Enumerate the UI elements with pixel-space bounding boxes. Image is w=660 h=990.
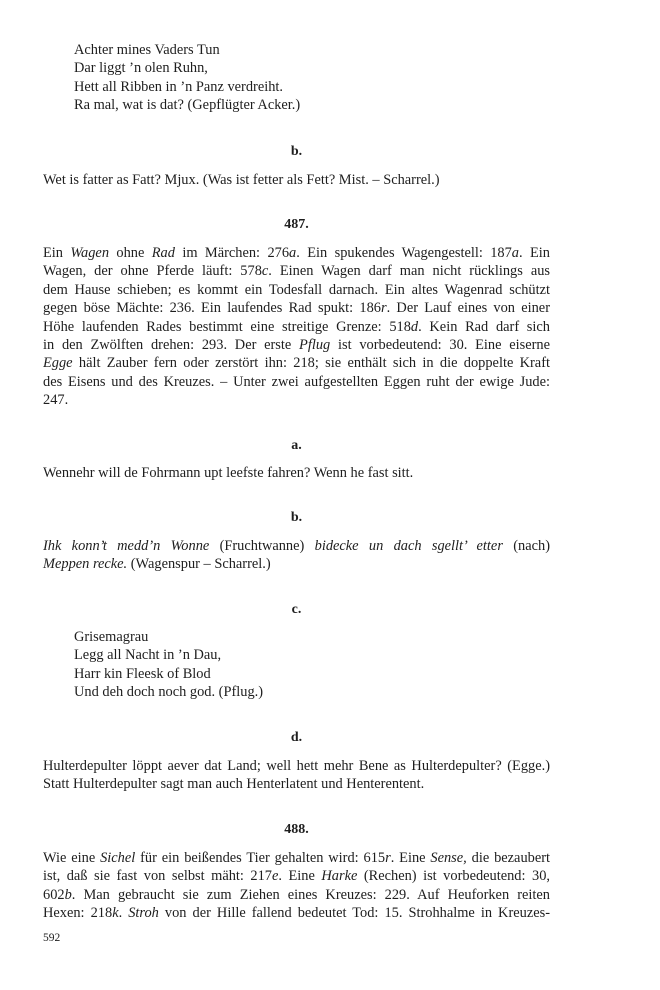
page-number: 592 [43,932,61,944]
verse-line: Grisemagrau [74,629,149,645]
italic-term: Sichel [100,850,136,866]
text-line: ist, daß sie fast von selbst mäht: 217e. Eine Harke (Rechen) ist vorbedeutend: 30, [43,868,550,885]
riddle-b2-line1: Ihk konn’t medd’n Wonne (Fruchtwanne) bidecke un dach sgellt’ etter (nach) [43,538,550,554]
verse-line: Ra mal, wat is dat? (Gepflügter Acker.) [74,97,301,114]
italic-term: r [380,300,387,317]
entry-487-paragraph [43,244,550,410]
italic-term: a [511,245,519,261]
italic-term: Harke [321,868,358,885]
entry-487-last-line: 247. [43,392,69,409]
entry-488-lines [43,849,550,923]
text-line: in den Zwölften drehen: 293. Der erste Pflug ist vorbedeutend: 30. Eine eiserne [43,336,550,353]
italic-term: c [261,263,269,280]
section-heading-d: d. [290,730,303,745]
italic-term: a [289,245,297,261]
verse-line: Achter mines Vaders Tun [74,42,220,58]
riddle-c-verse [74,628,263,702]
italic-term: b [64,886,72,903]
entry-number-488: 488. [284,822,309,837]
italic-term: Pflug [299,336,331,353]
italic-term: Meppen recke. [43,556,128,573]
riddle-d-line2: Statt Hulterdepulter sagt man auch Henterlatent und Henterentent. [43,776,425,793]
verse-line: Dar liggt ’n olen Ruhn, [74,60,208,77]
riddle-d-text [43,757,550,794]
text-line: dem Hause schieben; es kommt ein Todesfall darnach. Ein altes Wagenrad schützt [43,281,550,298]
verse-line: Harr kin Fleesk of Blod [74,665,211,682]
text-line: 602b. Man gebraucht sie zum Ziehen eines Kreuzes: 229. Auf Heuforken reiten [43,886,550,903]
verse-line: Und deh doch noch god. (Pflug.) [74,684,264,701]
verse-line: Legg all Nacht in ’n Dau, [74,647,222,664]
italic-term: Wagen [70,245,110,261]
italic-term: Sense, [430,850,467,866]
text-line: Hexen: 218k. Stroh von der Hille fallend bedeutet Tod: 15. Strohhalme in Kreuzes- [43,905,550,922]
verse-line: Hett all Ribben in ’n Panz verdreiht. [74,78,284,95]
italic-term: Egge [43,355,73,372]
entry-488-paragraph [43,849,550,923]
text-line: Wie eine Sichel für ein beißendes Tier gehalten wird: 615r. Eine Sense, die bezaubert [43,850,550,866]
text-line: Ein Wagen ohne Rad im Märchen: 276a. Ein spukendes Wagengestell: 187a. Ein [43,245,550,261]
italic-term: Rad [151,245,175,261]
italic-term: bidecke un dach sgellt’ etter [314,538,503,554]
italic-term: d [410,318,419,335]
riddle-b-text: Wet is fatter as Fatt? Mjux. (Was ist fetter als Fett? Mist. – Scharrel.) [43,172,440,188]
text-line: Höhe laufenden Rades bestimmt eine streitige Grenze: 518d. Kein Rad darf sich [43,318,550,335]
section-heading-c: c. [291,602,302,617]
italic-term: e [272,868,279,885]
riddle-b2-text [43,537,550,574]
section-heading-b: b. [290,144,303,159]
italic-term: r [385,850,391,866]
riddle-a-text: Wennehr will de Fohrmann upt leefste fahren? Wenn he fast sitt. [43,465,414,481]
italic-term: Stroh [128,905,159,922]
riddle-d-line1: Hulterdepulter löppt aever dat Land; well hett mehr Bene as Hulterdepulter? (Egge.) [43,758,550,774]
text-line: Egge hält Zauber fern oder zerstört ihn: 218; sie enthält sich in die doppelte Kraft [43,355,550,372]
top-verse [74,41,300,115]
text-line: Wagen, der ohne Pferde läuft: 578c. Einen Wagen darf man nicht rücklings aus [43,263,550,280]
text-line: gegen böse Mächte: 236. Ein laufendes Rad spukt: 186r. Der Lauf eines von einer [43,300,550,317]
section-heading-a: a. [291,438,302,453]
riddle-b2-line2: Meppen recke. (Wagenspur – Scharrel.) [43,556,271,573]
entry-487-lines [43,244,550,391]
text-line: des Eisens und des Kreuzes. – Unter zwei aufgestellten Eggen ruht der ewige Jude: [43,373,550,390]
section-heading-b2: b. [290,510,303,525]
italic-term: k [112,905,119,922]
italic-term: Ihk konn’t medd’n Wonne [43,538,210,554]
entry-number-487: 487. [284,217,309,232]
